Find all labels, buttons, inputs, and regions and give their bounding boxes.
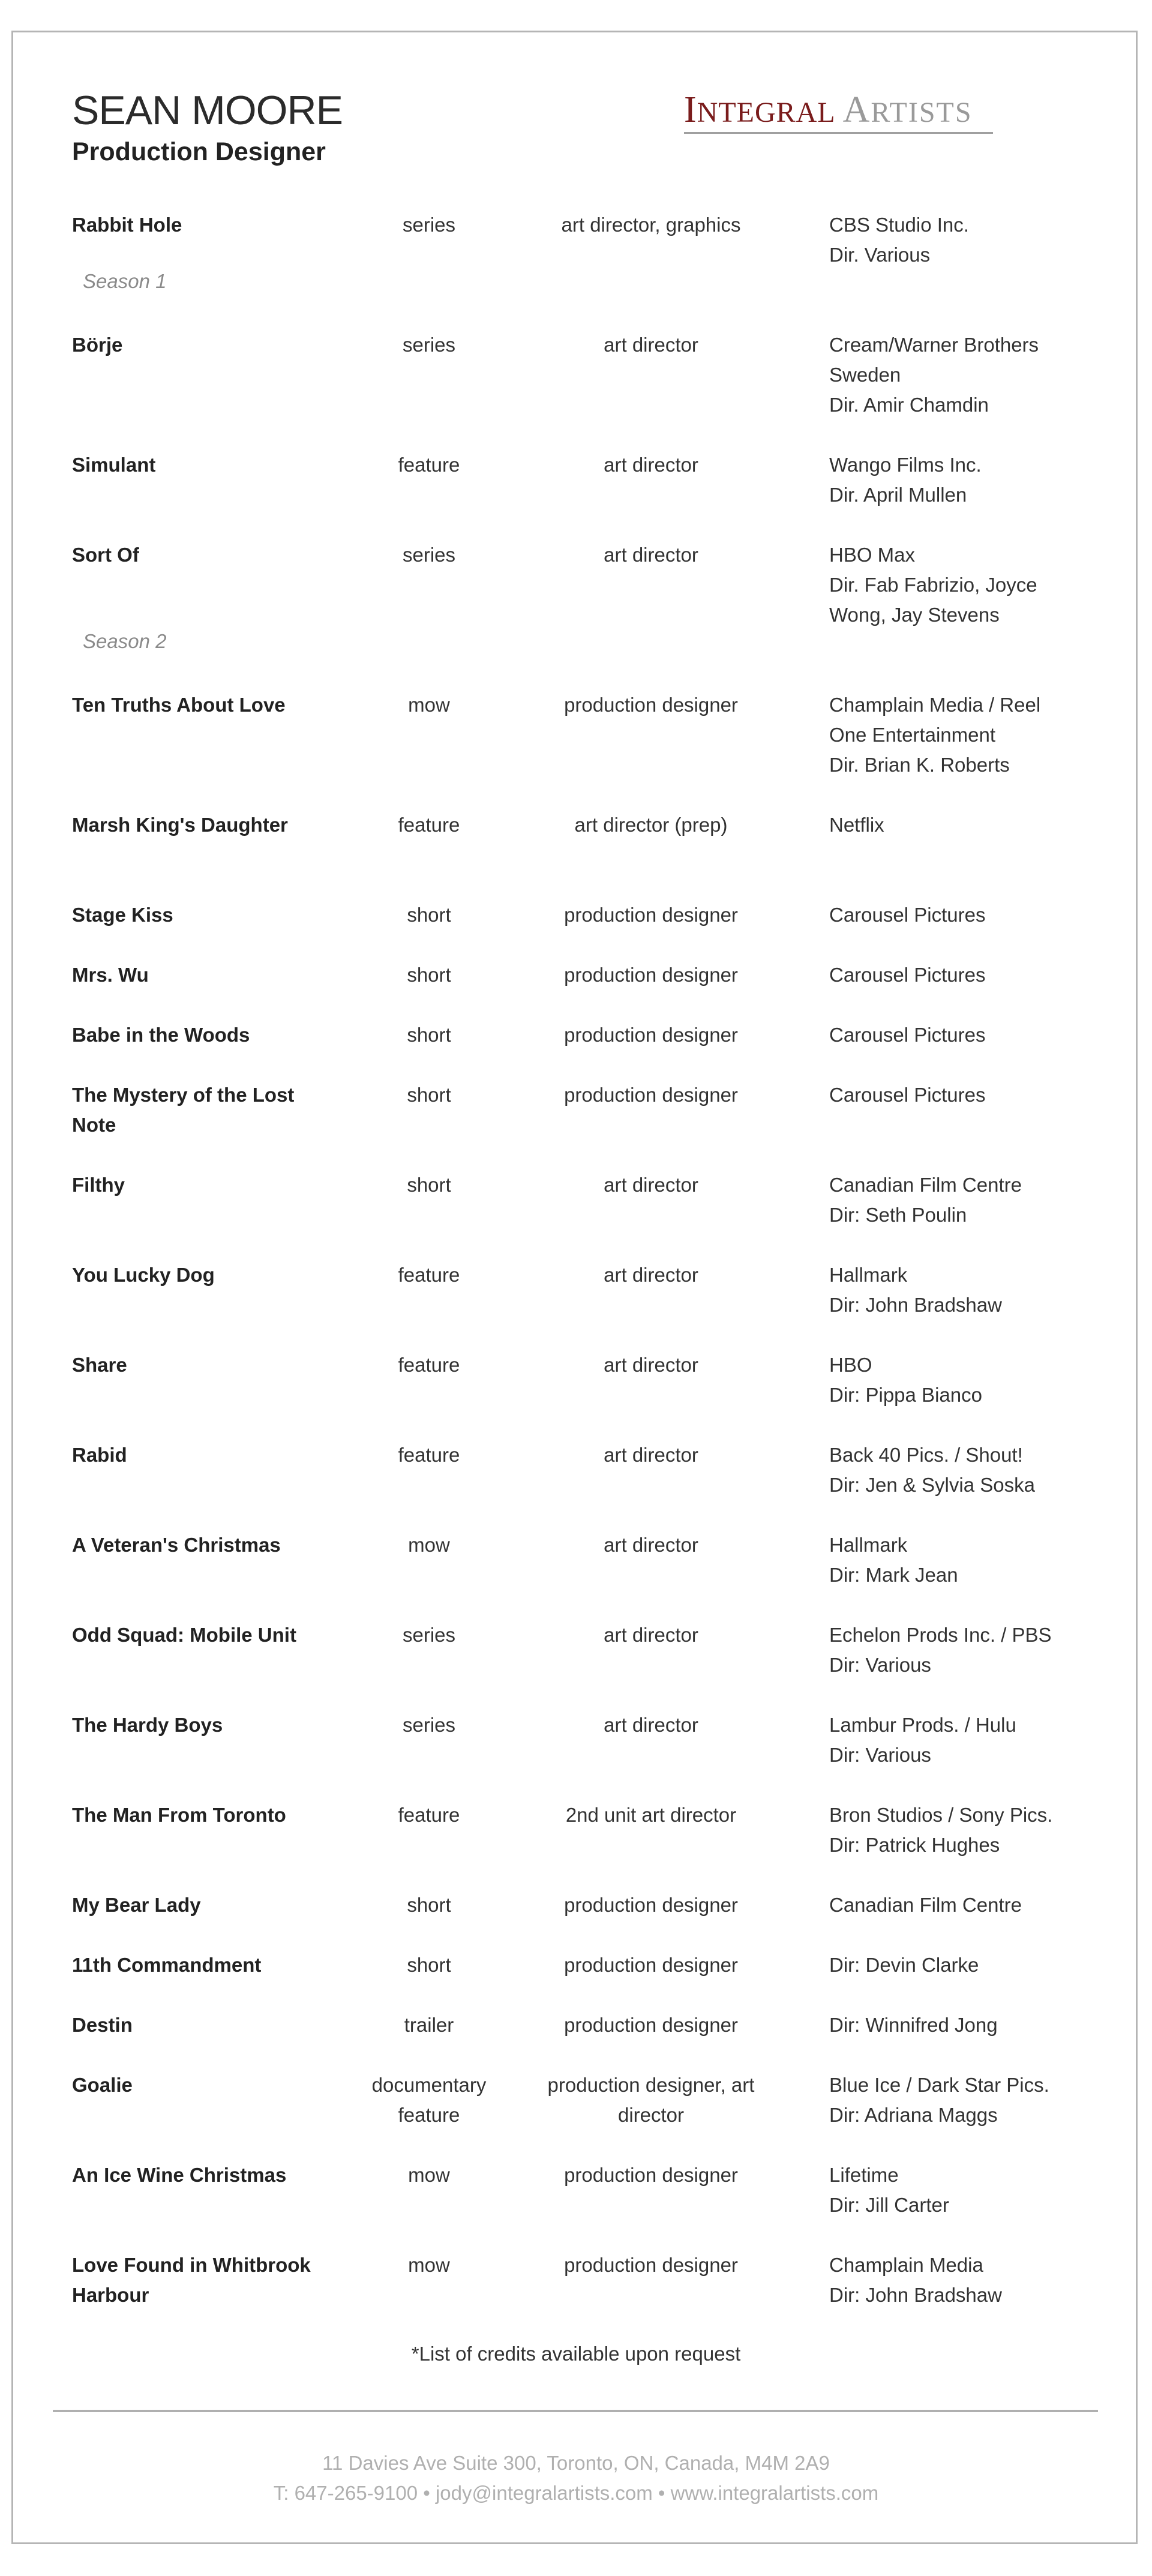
credit-type: short: [407, 964, 451, 986]
credit-position: production designer: [564, 2254, 738, 2276]
credit-company: [829, 960, 1080, 990]
credit-title: A Veteran's Christmas: [72, 1534, 281, 1556]
credit-position: 2nd unit art director: [565, 1804, 737, 1826]
agency-logo-word1-cap: I: [684, 89, 697, 130]
agency-logo-word2-cap: A: [842, 89, 871, 130]
credit-company: [829, 900, 1080, 930]
agency-address: 11 Davies Ave Suite 300, Toronto, ON, Canada, M4M 2A9: [322, 2452, 830, 2474]
credit-type: feature: [398, 454, 460, 476]
credit-type: series: [402, 1624, 456, 1646]
credit-type: feature: [398, 1354, 460, 1376]
credit-company: [829, 1530, 1080, 1590]
credit-title: Destin: [72, 2014, 133, 2036]
credit-company-line: Carousel Pictures: [829, 1024, 986, 1046]
credit-company: [829, 1350, 1080, 1410]
credit-position: art director: [604, 454, 698, 476]
credit-position: production designer: [564, 1024, 738, 1046]
credit-company: [829, 1710, 1080, 1770]
credit-company-line: Canadian Film Centre: [829, 1894, 1022, 1916]
credit-company: [829, 690, 1080, 780]
credit-company-line: Champlain Media: [829, 2254, 983, 2276]
agency-logo-underline: [684, 132, 993, 134]
credit-company-line: CBS Studio Inc.: [829, 214, 969, 236]
credit-company-line: Lifetime: [829, 2164, 899, 2186]
credit-type: trailer: [404, 2014, 454, 2036]
credit-title: Goalie: [72, 2074, 133, 2096]
person-name: SEAN MOORE: [72, 88, 343, 133]
credit-company-line: Dir. Fab Fabrizio, Joyce: [829, 574, 1037, 596]
credit-type: feature: [398, 1444, 460, 1466]
credit-type: short: [407, 1954, 451, 1976]
credit-company-line: Netflix: [829, 814, 884, 836]
credit-company-line: Dir. Brian K. Roberts: [829, 754, 1010, 776]
credit-position: art director: [604, 1714, 698, 1736]
credit-title: Love Found in Whitbrook Harbour: [72, 2254, 311, 2306]
agency-contact: T: 647-265-9100 • jody@integralartists.com • www.integralartists.com: [273, 2482, 879, 2504]
credit-company-line: Dir: Various: [829, 1654, 931, 1676]
credit-type: feature: [398, 814, 460, 836]
credit-company-line: Dir: Mark Jean: [829, 1564, 958, 1586]
credit-type: short: [407, 904, 451, 926]
credit-company: [829, 2250, 1080, 2310]
credit-position: art director: [604, 1534, 698, 1556]
credit-title: Börje: [72, 334, 123, 356]
credit-position: production designer: [564, 904, 738, 926]
credit-company-line: Carousel Pictures: [829, 1084, 986, 1106]
credit-company: [829, 810, 1080, 840]
credit-position: production designer: [564, 1954, 738, 1976]
credit-company-line: Hallmark: [829, 1264, 908, 1286]
credit-company-line: Canadian Film Centre: [829, 1174, 1022, 1196]
credit-type: mow: [408, 1534, 450, 1556]
credit-title: Ten Truths About Love: [72, 694, 286, 716]
credit-position: production designer: [564, 964, 738, 986]
credit-type: mow: [408, 2164, 450, 2186]
credit-type: series: [402, 214, 456, 236]
credit-company-line: Dir: Pippa Bianco: [829, 1384, 982, 1406]
credit-type: mow: [408, 694, 450, 716]
agency-logo-word1: [684, 89, 836, 130]
credit-title: You Lucky Dog: [72, 1264, 215, 1286]
credit-company-line: HBO: [829, 1354, 872, 1376]
credit-title: Stage Kiss: [72, 904, 173, 926]
credit-position: production designer: [564, 1084, 738, 1106]
credit-type: series: [402, 544, 456, 566]
credit-company-line: Wong, Jay Stevens: [829, 604, 1000, 626]
credit-position: art director, graphics: [561, 214, 741, 236]
credit-company-line: Echelon Prods Inc. / PBS: [829, 1624, 1052, 1646]
credit-title: The Hardy Boys: [72, 1714, 223, 1736]
credit-company: [829, 330, 1080, 420]
credit-title: Babe in the Woods: [72, 1024, 250, 1046]
credit-company: [829, 1890, 1080, 1920]
agency-logo-word2-rest: RTISTS: [871, 97, 973, 128]
credit-type: feature: [398, 1804, 460, 1826]
agency-logo-word1-rest: NTEGRAL: [697, 97, 836, 128]
credit-position: art director: [604, 1174, 698, 1196]
credit-company-line: HBO Max: [829, 544, 916, 566]
credit-company: [829, 1800, 1080, 1860]
credit-type: documentary feature: [371, 2074, 487, 2126]
credit-company: [829, 1440, 1080, 1500]
credit-type: short: [407, 1084, 451, 1106]
credit-position: production designer: [564, 694, 738, 716]
person-role: Production Designer: [72, 137, 326, 166]
credit-company-line: Champlain Media / Reel: [829, 694, 1041, 716]
credit-type: short: [407, 1174, 451, 1196]
credit-position: art director: [604, 334, 698, 356]
season-label: Season 2: [83, 630, 167, 652]
credit-company-line: Dir: Various: [829, 1744, 931, 1766]
credit-position: production designer: [564, 1894, 738, 1916]
credit-type: series: [402, 334, 456, 356]
credit-company-line: Dir: Devin Clarke: [829, 1954, 979, 1976]
credit-company-line: Dir. April Mullen: [829, 484, 967, 506]
credit-company-line: Dir: John Bradshaw: [829, 1294, 1002, 1316]
credit-title: Rabid: [72, 1444, 127, 1466]
credit-position: art director: [604, 1624, 698, 1646]
credit-company: [829, 2160, 1080, 2220]
credit-company: [829, 2010, 1080, 2040]
credit-company-line: Back 40 Pics. / Shout!: [829, 1444, 1023, 1466]
credit-company-line: Dir: Patrick Hughes: [829, 1834, 1000, 1856]
credit-title: Odd Squad: Mobile Unit: [72, 1624, 296, 1646]
credit-company: [829, 210, 1080, 270]
credit-company-line: Carousel Pictures: [829, 964, 986, 986]
credit-title: The Mystery of the Lost Note: [72, 1084, 295, 1136]
credit-company-line: Dir: Jill Carter: [829, 2194, 949, 2216]
credit-company-line: Cream/Warner Brothers: [829, 334, 1039, 356]
credit-position: art director: [604, 1264, 698, 1286]
agency-logo-word2: [843, 89, 973, 130]
credit-company: [829, 540, 1080, 630]
credit-company: [829, 1080, 1080, 1110]
agency-logo: [684, 89, 996, 137]
credit-company-line: Dir. Various: [829, 244, 931, 266]
season-label: Season 1: [83, 270, 167, 292]
credit-company-line: One Entertainment: [829, 724, 995, 746]
credit-title: Rabbit Hole: [72, 214, 182, 236]
credit-company: [829, 1620, 1080, 1680]
credit-company-line: Sweden: [829, 364, 901, 386]
credit-title: Simulant: [72, 454, 156, 476]
credit-type: short: [407, 1894, 451, 1916]
credit-company: [829, 1170, 1080, 1230]
credit-type: feature: [398, 1264, 460, 1286]
credit-company-line: Hallmark: [829, 1534, 908, 1556]
credit-title: My Bear Lady: [72, 1894, 201, 1916]
credit-title: Share: [72, 1354, 127, 1376]
credit-company-line: Wango Films Inc.: [829, 454, 982, 476]
credits-note: *List of credits available upon request: [411, 2343, 741, 2365]
credit-title: 11th Commandment: [72, 1954, 262, 1976]
credit-position: art director: [604, 1444, 698, 1466]
credit-position: production designer, art director: [547, 2074, 755, 2126]
credit-type: series: [402, 1714, 456, 1736]
credit-company-line: Dir: Winnifred Jong: [829, 2014, 998, 2036]
credit-position: production designer: [564, 2164, 738, 2186]
credit-title: Marsh King's Daughter: [72, 814, 288, 836]
credit-type: short: [407, 1024, 451, 1046]
credit-title: An Ice Wine Christmas: [72, 2164, 287, 2186]
credit-company-line: Dir: Adriana Maggs: [829, 2104, 998, 2126]
credit-company-line: Lambur Prods. / Hulu: [829, 1714, 1016, 1736]
credit-company-line: Bron Studios / Sony Pics.: [829, 1804, 1053, 1826]
credit-company-line: Blue Ice / Dark Star Pics.: [829, 2074, 1049, 2096]
footer-divider: [53, 2410, 1098, 2412]
credit-position: art director: [604, 1354, 698, 1376]
credit-company-line: Dir: Jen & Sylvia Soska: [829, 1474, 1035, 1496]
credit-title: Sort Of: [72, 544, 139, 566]
credit-type: mow: [408, 2254, 450, 2276]
credit-company-line: Carousel Pictures: [829, 904, 986, 926]
credit-company: [829, 450, 1080, 510]
credit-company-line: Dir. Amir Chamdin: [829, 394, 989, 416]
credit-company-line: Dir: John Bradshaw: [829, 2284, 1002, 2306]
credit-position: art director: [604, 544, 698, 566]
credit-position: production designer: [564, 2014, 738, 2036]
credit-company: [829, 1020, 1080, 1050]
credit-company-line: Dir: Seth Poulin: [829, 1204, 967, 1226]
credit-title: Mrs. Wu: [72, 964, 149, 986]
credit-title: The Man From Toronto: [72, 1804, 286, 1826]
credit-company: [829, 1950, 1080, 1980]
credit-position: art director (prep): [574, 814, 728, 836]
credit-title: Filthy: [72, 1174, 125, 1196]
credit-company: [829, 2070, 1080, 2130]
credit-company: [829, 1260, 1080, 1320]
